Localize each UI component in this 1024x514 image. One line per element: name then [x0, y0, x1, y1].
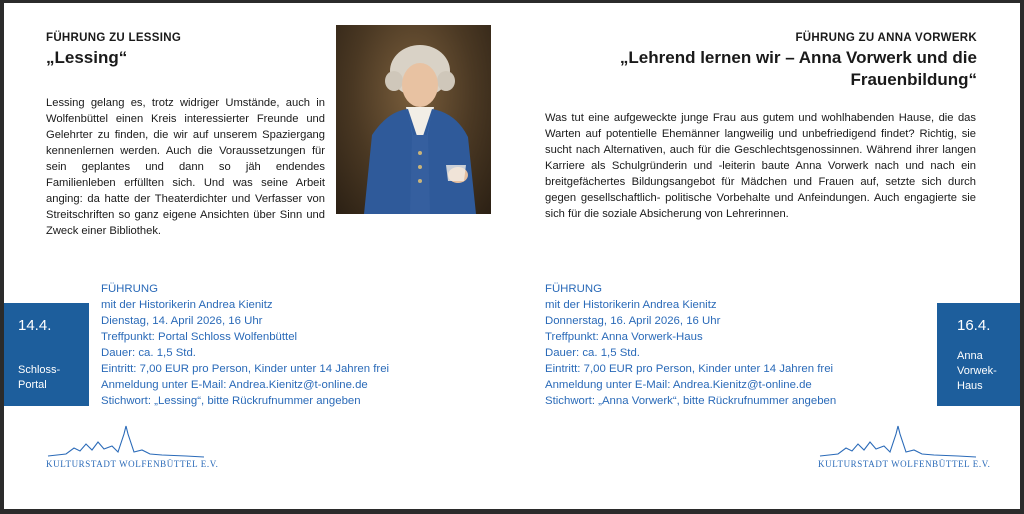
right-event-keyword: Stichwort: „Anna Vorwerk“, bitte Rückrufnummer angeben: [545, 395, 837, 407]
left-event-registration[interactable]: Anmeldung unter E-Mail: Andrea.Kienitz@t-online.de: [101, 379, 368, 391]
left-event-keyword: Stichwort: „Lessing“, bitte Rückrufnummer angeben: [101, 395, 361, 407]
right-logo: [818, 424, 991, 469]
left-kicker: FÜHRUNG ZU LESSING: [46, 32, 182, 44]
right-event-admission: Eintritt: 7,00 EUR pro Person, Kinder unter 14 Jahren frei: [545, 363, 834, 375]
right-place-line2: Vorwek-: [957, 365, 997, 377]
left-event-details: [101, 281, 389, 409]
left-event-label: FÜHRUNG: [101, 283, 158, 295]
left-date-box: [4, 303, 89, 406]
left-event-guide: mit der Historikerin Andrea Kienitz: [101, 299, 273, 311]
right-title-line1: „Lehrend lernen wir – Anna Vorwerk und die: [619, 48, 977, 67]
right-paragraph-text: Was tut eine aufgeweckte junge Frau aus gutem und wohlhabenden Hause, die das Warten auf potentielle Ehemänner langweilig und unbefriedigend findet? Richtig, sie sucht nach Alternativen, auch für die Geschlechtsgenossinnen. Während ihrer langen Karriere als Schulgründerin und -leiterin baute Anna Vorwerk nach und nach ein breitgefächertes Bildungsangebot für Mädchen und Frauen auf, setzte sich durch gegen gesellschaftlich- politische Vorbehalte und Anfeindungen. Auch engagierte sie sich für die soziale Absicherung von Lehrerinnen.: [545, 112, 976, 220]
left-logo: [46, 424, 219, 469]
city-skyline-logo-icon: [46, 424, 206, 458]
right-kicker: FÜHRUNG ZU ANNA VORWERK: [795, 32, 977, 44]
portrait-image: [336, 25, 491, 214]
city-skyline-logo-icon: [818, 424, 978, 458]
right-event-meeting: Treffpunkt: Anna Vorwerk-Haus: [545, 331, 703, 343]
right-date: 16.4.: [957, 317, 991, 334]
right-logo-text: KULTURSTADT WOLFENBÜTTEL E.V.: [818, 459, 991, 469]
right-place-line1: Anna: [957, 350, 983, 362]
left-place-line1: Schloss-: [18, 364, 61, 376]
left-logo-text: KULTURSTADT WOLFENBÜTTEL E.V.: [46, 459, 219, 469]
right-date-box: [937, 303, 1020, 406]
right-event-duration: Dauer: ca. 1,5 Std.: [545, 347, 640, 359]
left-event-duration: Dauer: ca. 1,5 Std.: [101, 347, 196, 359]
left-paragraph-text: Lessing gelang es, trotz widriger Umstände, auch in Wolfenbüttel einen Kreis interessierter Freunde und Gelehrter zu finden, die wir auf unserem Spaziergang kennenlernen werden. Auch die Voraussetzungen für sein geplantes und dann so jäh endendes Familienleben erfüllten sich. Und was seine Arbeit anging: da hatte der Theaterdichter und Verfasser von Streitschriften so ganz eigene Ansichten über Sinn und Zweck einer Bibliothek.: [46, 97, 325, 237]
right-place-line3: Haus: [957, 380, 983, 392]
right-event-guide: mit der Historikerin Andrea Kienitz: [545, 299, 717, 311]
right-event-details: [545, 281, 836, 409]
left-paragraph: [46, 95, 325, 239]
left-event-admission: Eintritt: 7,00 EUR pro Person, Kinder unter 14 Jahren frei: [101, 363, 390, 375]
left-event-meeting: Treffpunkt: Portal Schloss Wolfenbüttel: [101, 331, 298, 343]
left-event-date: Dienstag, 14. April 2026, 16 Uhr: [101, 315, 263, 327]
right-title-line2: Frauenbildung“: [850, 70, 977, 89]
portrait-illustration: [336, 25, 491, 214]
right-event-registration[interactable]: Anmeldung unter E-Mail: Andrea.Kienitz@t-online.de: [545, 379, 812, 391]
right-event-label: FÜHRUNG: [545, 283, 602, 295]
left-title: „Lessing“: [46, 48, 128, 67]
left-place-line2: Portal: [18, 379, 47, 391]
right-title: [557, 47, 977, 91]
right-paragraph: [545, 110, 976, 222]
right-event-date: Donnerstag, 16. April 2026, 16 Uhr: [545, 315, 721, 327]
left-date: 14.4.: [18, 317, 52, 334]
